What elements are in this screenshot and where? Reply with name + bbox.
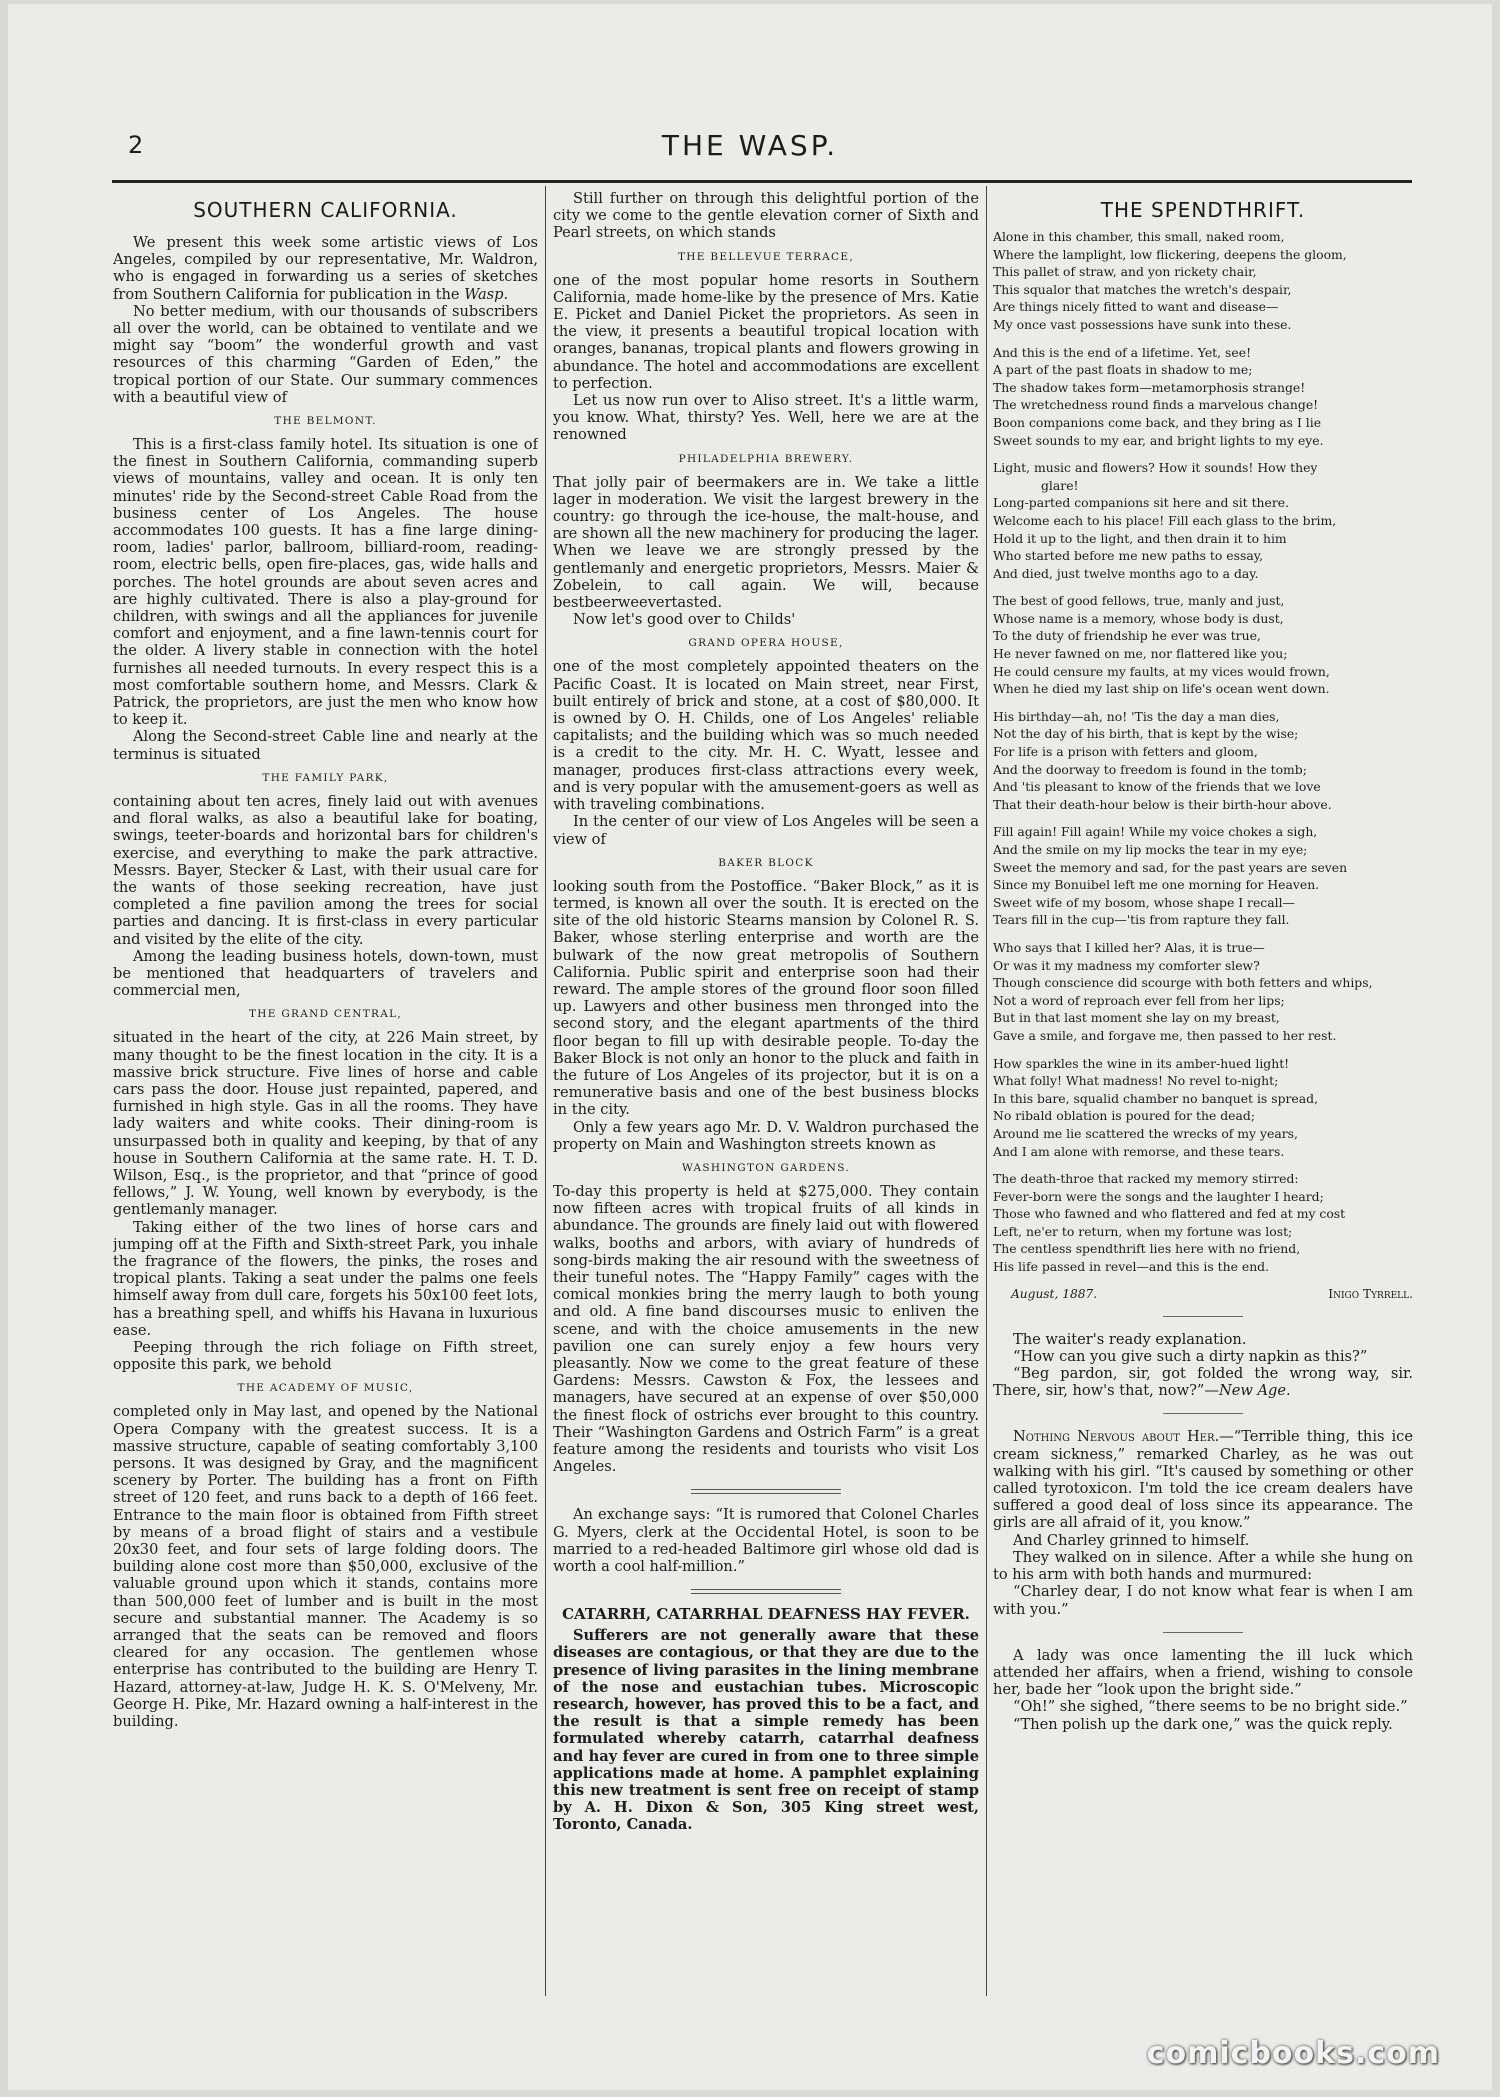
- poem-line: Light, music and flowers? How it sounds! How they: [993, 460, 1318, 476]
- paragraph: “Oh!” she sighed, “there seems to be no bright side.”: [1013, 1698, 1408, 1716]
- poem-line: To the duty of friendship he ever was true,: [993, 628, 1261, 644]
- paragraph: Among the leading business hotels, down-town, must be mentioned that headquarters of travelers and commercial men,: [113, 947, 538, 1000]
- poem-line: When he died my last ship on life's ocean went down.: [993, 681, 1330, 697]
- paragraph: No better medium, with our thousands of subscribers all over the world, can be obtained to ventilate and we might say “boom” the wonderful growth and vast resources of this charming “Garden of Eden,” the tropical portion of our State. Our summary commences with a beautiful view of: [113, 302, 538, 406]
- poem-line: His birthday—ah, no! 'Tis the day a man dies,: [993, 708, 1280, 724]
- lead-in: Nothing Nervous about Her.: [1013, 1428, 1220, 1446]
- poem-line: Are things nicely fitted to want and disease—: [993, 299, 1279, 315]
- paragraph: An exchange says: “It is rumored that Colonel Charles G. Myers, clerk at the Occidental Hotel, is soon to be married to a red-headed Baltimore girl whose old dad is worth a cool half-million.”: [553, 1506, 979, 1576]
- poem-line: Not a word of reproach ever fell from her lips;: [993, 992, 1285, 1008]
- section-divider: [1163, 1413, 1243, 1414]
- poem-line: The death-throe that racked my memory stirred:: [993, 1171, 1299, 1187]
- paragraph: Peeping through the rich foliage on Fifth street, opposite this park, we behold: [113, 1338, 538, 1374]
- subheading: BAKER BLOCK: [718, 856, 814, 869]
- poem-line: Boon companions come back, and they bring as I lie: [993, 414, 1322, 430]
- advertisement-heading: CATARRH, CATARRHAL DEAFNESS HAY FEVER.: [562, 1605, 970, 1624]
- column-divider-2: [986, 186, 987, 1996]
- poem-line: How sparkles the wine in its amber-hued light!: [993, 1055, 1290, 1071]
- poem-line: Fill again! Fill again! While my voice chokes a sigh,: [993, 824, 1318, 840]
- subheading: THE BELLEVUE TERRACE,: [678, 250, 854, 263]
- poem-line: That their death-hour below is their birth-hour above.: [993, 796, 1332, 812]
- poem-line: And died, just twelve months ago to a day.: [993, 565, 1259, 581]
- paragraph: This is a first-class family hotel. Its situation is one of the finest in Southern California, commanding superb views of mountains, valley and ocean. It is only ten minutes' ride by the Second-street Cable Road from the business center of Los Angeles. The house accommodates 100 guests. It has a fine large dining-room, ladies' parlor, ballroom, billiard-room, reading-room, electric bells, open fire-places, gas, wide halls and porches. The hotel grounds are about seven acres and are highly cultivated. There is also a play-ground for children, with swings and all the appliances for juvenile comfort and enjoyment, and a fine lawn-tennis court for the older. A livery stable in connection with the hotel furnishes all needed turnouts. In every respect this is a most comfortable southern home, and Messrs. Clark & Patrick, the proprietors, are just the men who know how to keep it.: [113, 436, 538, 729]
- paragraph: [993, 1428, 1413, 1531]
- poem-line: Gave a smile, and forgave me, then passed to her rest.: [993, 1027, 1337, 1043]
- poem-date: August, 1887.: [1011, 1286, 1098, 1301]
- section-divider: [1163, 1316, 1243, 1317]
- poem-line: Hold it up to the light, and then drain it to him: [993, 530, 1287, 546]
- poem-line: And I am alone with remorse, and these tears.: [993, 1143, 1285, 1159]
- paragraph: one of the most completely appointed theaters on the Pacific Coast. It is located on Main street, near First, built entirely of brick and stone, at a cost of $80,000. It is owned by O. H. Childs, one of Los Angeles' reliable capitalists; and the building which was so much needed is a credit to the city. Mr. H. C. Wyatt, lessee and manager, produces first-class attractions every week, and is very popular with the amusement-goers as well as with traveling combinations.: [553, 658, 979, 814]
- paragraph: Only a few years ago Mr. D. V. Waldron purchased the property on Main and Washington streets known as: [553, 1118, 979, 1153]
- poem-line: Alone in this chamber, this small, naked room,: [993, 229, 1285, 244]
- poem-line: He never fawned on me, nor flattered like you;: [993, 646, 1288, 662]
- column-los-angeles-continued: [553, 190, 979, 1834]
- paragraph: “Charley dear, I do not know what fear is when I am with you.”: [993, 1583, 1413, 1618]
- paragraph: To-day this property is held at $275,000. They contain now fifteen acres with tropical fruits of all kinds in abundance. The grounds are finely laid out with flowered walks, booths and arbors, with aviary of hundreds of song-birds making the air resound with the sweetness of their tuneful notes. The “Happy Family” cages with the comical monkies bring the merry laugh to both young and old. A fine band discourses music to enliven the scene, and with the choice amusements in the new pavilion one can surely enjoy a few hours very pleasantly. Now we come to the great feature of these Gardens: Messrs. Cawston & Fox, the lessees and managers, have secured at an expense of over $50,000 the finest flock of ostrichs ever brought to this country. Their “Washington Gardens and Ostrich Farm” is a great feature among the residents and tourists who visit Los Angeles.: [553, 1182, 979, 1476]
- poem-line: Or was it my madness my comforter slew?: [993, 957, 1260, 973]
- page-number: 2: [128, 131, 144, 159]
- poem-line: Left, ne'er to return, when my fortune was lost;: [993, 1223, 1293, 1239]
- section-divider: [691, 1489, 841, 1494]
- paragraph: A lady was once lamenting the ill luck which attended her affairs, when a friend, wishing to console her, bade her “look upon the bright side.”: [993, 1646, 1413, 1699]
- poem-stanza: [993, 459, 1413, 582]
- poem-stanza: [993, 592, 1413, 698]
- paragraph: Along the Second-street Cable line and nearly at the terminus is situated: [113, 728, 538, 763]
- poem-line: What folly! What madness! No revel to-night;: [993, 1073, 1279, 1089]
- subheading: THE ACADEMY OF MUSIC,: [237, 1382, 414, 1395]
- poem-line: This squalor that matches the wretch's despair,: [993, 281, 1292, 297]
- poem-line: No ribald oblation is poured for the dead;: [993, 1108, 1255, 1124]
- poem-line: Those who fawned and who flattered and fed at my cost: [993, 1206, 1346, 1222]
- subheading: PHILADELPHIA BREWERY.: [678, 452, 854, 465]
- advertisement-body: Sufferers are not generally aware that these diseases are contagious, or that they are due to the presence of living parasites in the lining membrane of the nose and eustachian tubes. Microscopic research, however, has proved this to be a fact, and the result is that a simple remedy has been formulated whereby catarrh, catarrhal deafness and hay fever are cured in from one to three simple applications made at home. A pamphlet explaining this new treatment is sent free on receipt of stamp by A. H. Dixon & Son, 305 King street west, Toronto, Canada.: [553, 1627, 979, 1834]
- poem-line: Whose name is a memory, whose body is dust,: [993, 610, 1284, 626]
- poem-line: The shadow takes form—metamorphosis strange!: [993, 379, 1306, 395]
- poem-stanza: [993, 1170, 1413, 1276]
- article-heading: SOUTHERN CALIFORNIA.: [193, 198, 458, 222]
- paragraph: Now let's good over to Childs': [573, 611, 796, 629]
- poem-stanza: [993, 939, 1413, 1045]
- paragraph: situated in the heart of the city, at 226 Main street, by many thought to be the finest location in the city. It is a massive brick structure. Five lines of horse and cable cars pass the door. House just repainted, papered, and furnished in high style. Gas in all the rooms. They have lady waiters and white cooks. Their dining-room is unsurpassed both in quality and keeping, by that of any house in Southern California at the same rate. H. T. D. Wilson, Esq., is the proprietor, and that “prince of good fellows,” J. W. Young, well known by everybody, is the gentlemanly manager.: [113, 1029, 538, 1219]
- poem-line: A part of the past floats in shadow to me;: [993, 362, 1253, 378]
- paragraph: In the center of our view of Los Angeles will be seen a view of: [553, 813, 979, 848]
- poem-line: The best of good fellows, true, manly and just,: [993, 593, 1285, 609]
- column-southern-california: [113, 190, 538, 1730]
- section-divider: [691, 1589, 841, 1594]
- poem-stanza: [993, 1055, 1413, 1161]
- poem-line: Sweet sounds to my ear, and bright lights to my eye.: [993, 432, 1324, 448]
- poem-line: In this bare, squalid chamber no banquet is spread,: [993, 1090, 1319, 1106]
- paragraph: Taking either of the two lines of horse cars and jumping off at the Fifth and Sixth-street Park, you inhale the fragrance of the flowers, the pinks, the roses and tropical plants. Taking a seat under the palms one feels himself away from dull care, forgets his 50x100 feet lots, has a breathing spell, and whiffs his Havana in luxurious ease.: [113, 1218, 538, 1339]
- poem-line: Not the day of his birth, that is kept by the wise;: [993, 726, 1299, 742]
- column-spendthrift: [993, 190, 1413, 1733]
- poem-line: Around me lie scattered the wrecks of my years,: [993, 1125, 1298, 1141]
- paragraph: They walked on in silence. After a while she hung on to his arm with both hands and murmured:: [993, 1548, 1413, 1584]
- poem-line: And 'tis pleasant to know of the friends that we love: [993, 779, 1321, 795]
- section-divider: [1163, 1632, 1243, 1633]
- paragraph: [993, 1365, 1413, 1399]
- poem-author: Inigo Tyrrell.: [1328, 1286, 1413, 1301]
- poem-line: My once vast possessions have sunk into these.: [993, 316, 1292, 332]
- poem-line: Since my Bonuibel left me one morning for Heaven.: [993, 877, 1320, 893]
- poem-signature: [1011, 1286, 1413, 1302]
- paragraph: containing about ten acres, finely laid out with avenues and floral walks, as also a beautiful lake for boating, swings, teeter-boards and horizontal bars for children's exercise, and everything to make the park attractive. Messrs. Bayer, Stecker & Last, with their usual care for the wants of those seeking recreation, have just completed a fine pavilion among the trees for social parties and dancing. It is first-class in every particular and visited by the elite of the city.: [113, 792, 538, 948]
- italic-text: Wasp.: [464, 285, 509, 303]
- text: “Beg pardon, sir, got folded the wrong way, sir. There, sir, how's that, now?”—: [993, 1365, 1413, 1400]
- poem-title: THE SPENDTHRIFT.: [1100, 198, 1306, 222]
- poem-stanza: [993, 823, 1413, 929]
- publication-title: THE WASP.: [661, 129, 839, 162]
- paragraph: And Charley grinned to himself.: [1013, 1531, 1250, 1549]
- poem-line: This pallet of straw, and yon rickety chair,: [993, 264, 1257, 280]
- poem-line: Tears fill in the cup—'tis from rapture they fall.: [993, 912, 1290, 928]
- poem-line: And the smile on my lip mocks the tear in my eye;: [993, 842, 1308, 857]
- poem-line: Though conscience did scourge with both fetters and whips,: [993, 975, 1373, 991]
- page-header: [0, 125, 1500, 169]
- subheading: WASHINGTON GARDENS.: [681, 1161, 851, 1174]
- header-rule: [112, 180, 1412, 183]
- poem-stanza: [993, 228, 1413, 334]
- poem-line: Fever-born were the songs and the laughter I heard;: [993, 1188, 1324, 1204]
- poem-line: The wretchedness round finds a marvelous change!: [993, 397, 1319, 413]
- poem-body: [993, 228, 1413, 1276]
- column-divider-1: [545, 186, 546, 1996]
- subheading: THE BELMONT.: [274, 415, 377, 428]
- poem-line: Who started before me new paths to essay,: [993, 548, 1264, 564]
- paragraph: completed only in May last, and opened by the National Opera Company with the greatest success. It is a massive structure, capable of seating comfortably 3,100 persons. It was designed by Gray, and the magnificent scenery by Porter. The building has a front on Fifth street of 120 feet, and runs back to a depth of 166 feet. Entrance to the main floor is obtained from Fifth street by means of a broad flight of stairs and a vestibule 20x30 feet, and four sets of large folding doors. The building alone cost more than $50,000, exclusive of the valuable ground upon which it stands, contains more than 500,000 feet of lumber and is built in the most secure and substantial manner. The Academy is so arranged that the seats can be removed and floors cleared for any occasion. The gentlemen whose enterprise has contributed to the building are Henry T. Hazard, attorney-at-law, Judge H. K. S. O'Melveny, Mr. George H. Pike, Mr. Hazard owning a half-interest in the building.: [113, 1403, 538, 1731]
- paragraph: Let us now run over to Aliso street. It's a little warm, you know. What, thirsty? Yes. Well, here we are at the renowned: [553, 392, 979, 444]
- paragraph: looking south from the Postoffice. “Baker Block,” as it is termed, is known all over the south. It is erected on the site of the old historic Stearns mansion by Colonel R. S. Baker, whose sterling enterprise and worth are the bulwark of the now great metropolis of Southern California. Public spirit and enterprise soon had their reward. The ample stores of the ground floor soon filled up. Lawyers and other business men thronged into the second story, and the elegant apartments of the third floor began to fill up with desirable people. To-day the Baker Block is not only an honor to the pluck and faith in the future of Los Angeles of its projector, but it is on a remunerative basis and one of the best business blocks in the city.: [553, 877, 979, 1119]
- paragraph: [113, 234, 538, 303]
- paragraph: That jolly pair of beermakers are in. We take a little lager in moderation. We visit the largest brewery in the country: go through the ice-house, the malt-house, and are shown all the new machinery for producing the lager. When we leave we are strongly pressed by the gentlemanly and energetic proprietors, Messrs. Maier & Zobelein, to call again. We will, because bestbeerweevertasted.: [553, 473, 979, 612]
- poem-line: Sweet wife of my bosom, whose shape I recall—: [993, 894, 1295, 910]
- subheading: THE GRAND CENTRAL,: [248, 1008, 403, 1021]
- paragraph: Still further on through this delightful portion of the city we come to the gentle elevation corner of Sixth and Pearl streets, on which stands: [553, 190, 979, 242]
- poem-line: Welcome each to his place! Fill each glass to the brim,: [993, 512, 1337, 528]
- poem-line: glare!: [1041, 477, 1079, 493]
- poem-line: For life is a prison with fetters and gloom,: [993, 744, 1258, 760]
- subheading: THE FAMILY PARK,: [262, 771, 389, 784]
- paragraph: one of the most popular home resorts in Southern California, made home-like by the presence of Mrs. Katie E. Picket and Daniel Picket the proprietors. As seen in the view, it presents a beautiful tropical location with oranges, bananas, tropical plants and flowers growing in abundance. The hotel and accommodations are excellent to perfection.: [553, 271, 979, 392]
- paragraph: The waiter's ready explanation.: [1013, 1330, 1247, 1348]
- poem-stanza: [993, 344, 1413, 450]
- paragraph: “Then polish up the dark one,” was the quick reply.: [1013, 1715, 1393, 1733]
- paragraph: “How can you give such a dirty napkin as this?”: [1013, 1347, 1368, 1365]
- poem-stanza: [993, 708, 1413, 814]
- poem-line: Where the lamplight, low flickering, deepens the gloom,: [993, 246, 1347, 262]
- poem-line: And this is the end of a lifetime. Yet, see!: [993, 344, 1252, 360]
- poem-line: Sweet the memory and sad, for the past years are seven: [993, 859, 1348, 875]
- text: —“Terrible thing, this ice cream sickness,” remarked Charley, as he was out walking with his girl. “It's caused by something or other called tyrotoxicon. I'm told the ice cream dealers have suffered a good deal of loss since its appearance. The girls are all afraid of it, you know.”: [993, 1428, 1413, 1532]
- italic-text: New Age.: [1218, 1382, 1291, 1400]
- poem-line: But in that last moment she lay on my breast,: [993, 1010, 1280, 1026]
- poem-line: The centless spendthrift lies here with no friend,: [993, 1241, 1301, 1257]
- poem-line: Who says that I killed her? Alas, it is true—: [993, 939, 1265, 955]
- subheading: GRAND OPERA HOUSE,: [688, 637, 844, 650]
- poem-line: Long-parted companions sit here and sit there.: [993, 495, 1290, 511]
- poem-line: He could censure my faults, at my vices would frown,: [993, 663, 1330, 679]
- text: We present this week some artistic views of Los Angeles, compiled by our representative, Mr. Waldron, who is engaged in forwarding us a series of sketches from Southern California for publication in the: [113, 234, 538, 303]
- watermark: comicbooks.com: [1146, 2036, 1440, 2071]
- poem-line: His life passed in revel—and this is the end.: [993, 1259, 1270, 1275]
- poem-line: And the doorway to freedom is found in the tomb;: [993, 761, 1307, 777]
